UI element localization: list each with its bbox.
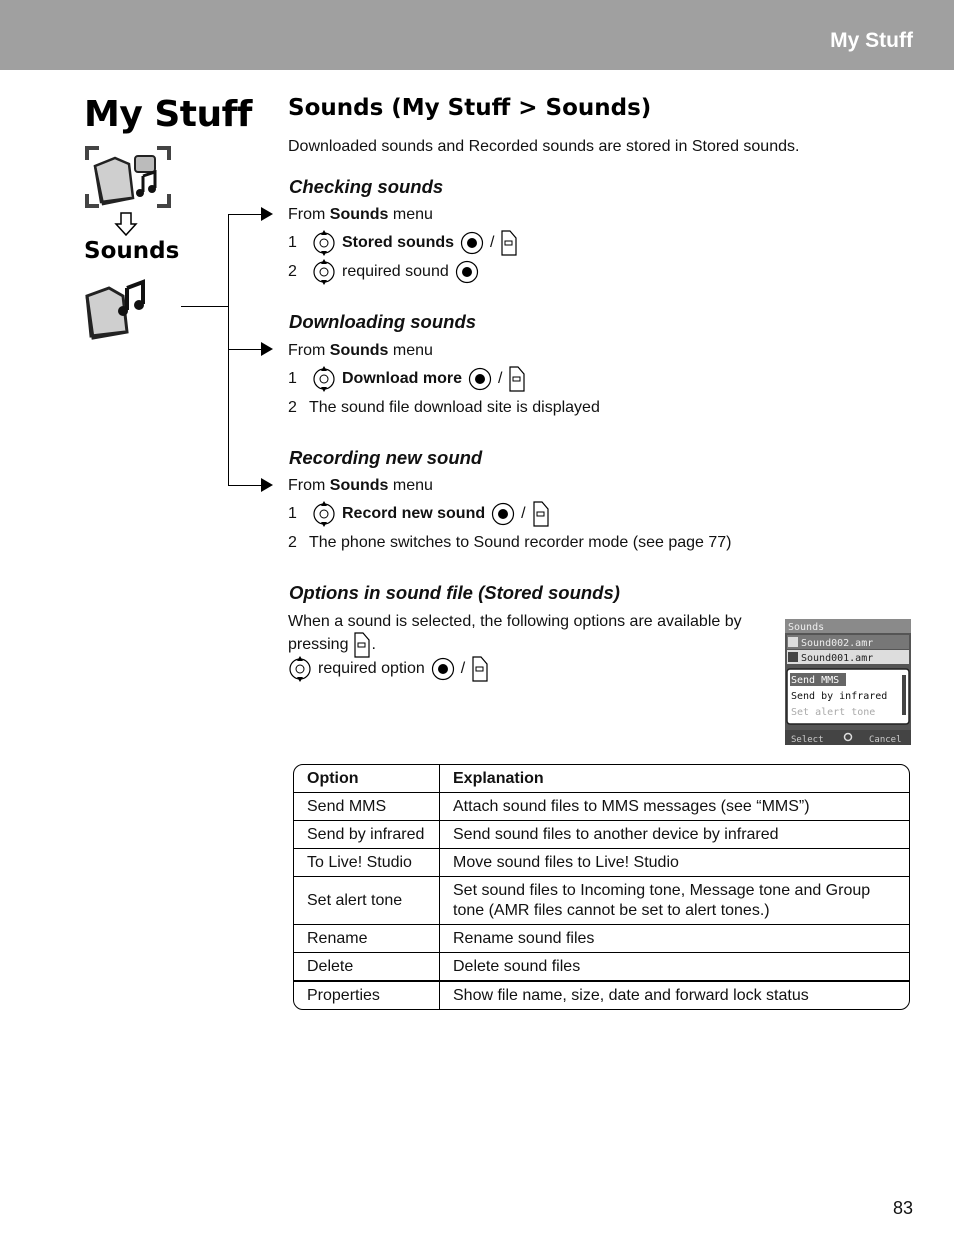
explanation-cell: Send sound files to another device by infrared xyxy=(440,820,909,848)
table-row xyxy=(294,952,909,980)
arrow-recording xyxy=(261,478,273,492)
table-row xyxy=(294,876,909,924)
nav-key-icon xyxy=(312,500,336,528)
connector-vertical xyxy=(228,214,229,486)
connector-branch-checking xyxy=(228,214,262,215)
step-text: The sound file download site is displayed xyxy=(309,399,600,416)
recording-step-1 xyxy=(288,501,550,527)
checking-step-2 xyxy=(288,259,485,285)
option-cell: Properties xyxy=(294,980,440,1009)
softkey-icon xyxy=(532,501,550,527)
step-number: 1 xyxy=(288,505,297,522)
table-row xyxy=(294,980,909,1009)
recording-step-2 xyxy=(288,530,731,556)
softkey-icon xyxy=(353,632,371,658)
screenshot-softkey-right: Cancel xyxy=(869,735,902,745)
step-number: 1 xyxy=(288,234,297,251)
step-label: Record new sound xyxy=(342,505,486,522)
my-stuff-folder-icon xyxy=(85,146,171,208)
screenshot-file-2: Sound001.amr xyxy=(801,653,874,664)
downloading-from-line: From Sounds menu xyxy=(288,342,433,359)
slash: / xyxy=(490,234,495,251)
option-cell: Rename xyxy=(294,924,440,952)
step-number: 1 xyxy=(288,370,297,387)
option-cell: Send MMS xyxy=(294,792,440,820)
options-heading: Options in sound file (Stored sounds) xyxy=(289,582,620,603)
slash: / xyxy=(460,660,466,677)
nav-key-icon xyxy=(312,258,336,286)
options-line-3 xyxy=(288,656,489,682)
step-number: 2 xyxy=(288,399,297,416)
screenshot-menu-3: Set alert tone xyxy=(791,707,876,718)
table-row xyxy=(294,924,909,952)
screenshot-softkey-left: Select xyxy=(791,735,824,745)
screenshot-menu-2: Send by infrared xyxy=(791,691,888,702)
options-line-2-end: . xyxy=(371,636,376,653)
option-cell: Delete xyxy=(294,952,440,980)
connector-horizontal xyxy=(181,306,229,307)
connector-branch-recording xyxy=(228,485,262,486)
table-row xyxy=(294,792,909,820)
step-label: Stored sounds xyxy=(342,234,455,251)
explanation-cell: Show file name, size, date and forward lock status xyxy=(440,980,909,1009)
slash: / xyxy=(498,370,503,387)
downloading-step-1 xyxy=(288,366,526,392)
screenshot-title: Sounds xyxy=(788,622,825,633)
center-key-icon xyxy=(468,367,492,391)
step-text: The phone switches to Sound recorder mode (see page 77) xyxy=(309,534,732,551)
softkey-icon xyxy=(471,656,489,682)
table-row xyxy=(294,820,909,848)
softkey-icon xyxy=(508,366,526,392)
explanation-cell: Rename sound files xyxy=(440,924,909,952)
header-section-title: My Stuff xyxy=(830,29,913,52)
center-key-icon xyxy=(455,260,479,284)
sounds-folder-icon xyxy=(83,276,149,342)
connector-branch-downloading xyxy=(228,349,262,350)
header-bar xyxy=(0,0,954,70)
table-row xyxy=(294,848,909,876)
down-arrow-icon xyxy=(114,212,138,236)
nav-key-icon xyxy=(312,365,336,393)
step-number: 2 xyxy=(288,534,297,551)
nav-key-icon xyxy=(312,229,336,257)
explanation-cell: Move sound files to Live! Studio xyxy=(440,848,909,876)
screenshot-menu-1: Send MMS xyxy=(791,675,840,686)
sidebar-title: My Stuff xyxy=(84,94,252,135)
step-text: required sound xyxy=(342,263,449,280)
option-cell: Set alert tone xyxy=(294,876,440,924)
options-line-1: When a sound is selected, the following options are available by xyxy=(288,613,742,630)
table-header-option: Option xyxy=(294,765,440,792)
recording-from-line: From Sounds menu xyxy=(288,477,433,494)
arrow-checking xyxy=(261,207,273,221)
arrow-downloading xyxy=(261,342,273,356)
options-line-2-text: pressing xyxy=(288,636,349,653)
explanation-cell: Set sound files to Incoming tone, Message tone and Group tone (AMR files cannot be set to alert tones.) xyxy=(440,876,909,924)
step-label: Download more xyxy=(342,370,463,387)
option-cell: Send by infrared xyxy=(294,820,440,848)
phone-screenshot xyxy=(785,619,911,745)
options-line-3-text: required option xyxy=(318,660,425,677)
page-number: 83 xyxy=(892,1198,913,1218)
intro-text: Downloaded sounds and Recorded sounds are stored in Stored sounds. xyxy=(288,138,800,155)
screenshot-file-1: Sound002.amr xyxy=(801,638,874,649)
option-cell: To Live! Studio xyxy=(294,848,440,876)
sidebar-subtitle: Sounds xyxy=(84,238,180,264)
options-table xyxy=(293,764,910,1010)
checking-from-line: From Sounds menu xyxy=(288,206,433,223)
slash: / xyxy=(521,505,526,522)
downloading-heading: Downloading sounds xyxy=(289,311,477,332)
softkey-icon xyxy=(500,230,518,256)
table-header-explanation: Explanation xyxy=(453,770,544,787)
center-key-icon xyxy=(491,502,515,526)
nav-key-icon xyxy=(288,655,312,683)
recording-heading: Recording new sound xyxy=(289,447,483,468)
checking-heading: Checking sounds xyxy=(289,176,444,197)
center-key-icon xyxy=(460,231,484,255)
center-key-icon xyxy=(431,657,455,681)
explanation-cell: Delete sound files xyxy=(440,952,909,980)
explanation-cell: Attach sound files to MMS messages (see “MMS”) xyxy=(440,792,909,820)
section-title: Sounds (My Stuff > Sounds) xyxy=(288,95,652,121)
checking-step-1 xyxy=(288,230,518,256)
downloading-step-2 xyxy=(288,395,600,421)
table-header-row xyxy=(294,765,909,792)
step-number: 2 xyxy=(288,263,297,280)
